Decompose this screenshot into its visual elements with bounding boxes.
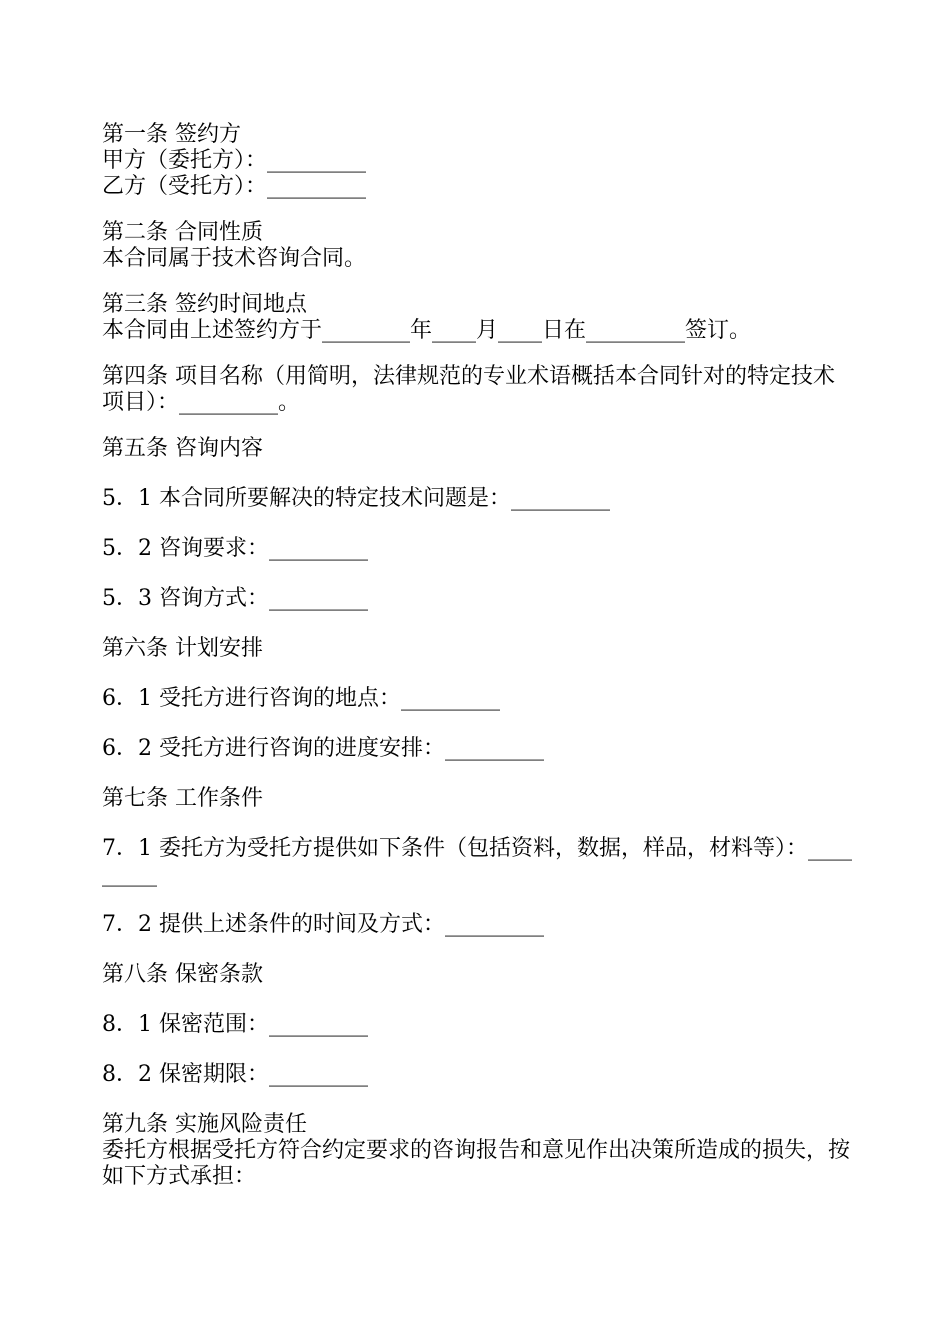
article-3-heading: 第三条 签约时间地点 [102,292,307,317]
article-1-heading: 第一条 签约方 [102,122,241,147]
party-b-line: 乙方（受托方）：_________ [102,174,367,199]
article-8-item-2: 8．2 保密期限：_________ [102,1062,368,1087]
article-9-heading: 第九条 实施风险责任 [102,1112,307,1137]
article-7-item-2: 7．2 提供上述条件的时间及方式：_________ [102,912,544,937]
article-5-item-3: 5．3 咨询方式：_________ [102,586,368,611]
article-2-heading: 第二条 合同性质 [102,220,263,245]
article-8-item-1: 8．1 保密范围：_________ [102,1012,368,1037]
contract-page [102,122,852,1190]
article-6-heading: 第六条 计划安排 [102,636,263,661]
article-3-text: 本合同由上述签约方于________年____月____日在_________签订。 [102,318,752,343]
article-6-item-2: 6．2 受托方进行咨询的进度安排：_________ [102,736,544,761]
party-a-line: 甲方（委托方）：_________ [102,148,367,173]
article-4-text: 第四条 项目名称（用简明，法律规范的专业术语概括本合同针对的特定技术项目）：_________。 [102,364,835,415]
article-5-heading: 第五条 咨询内容 [102,436,263,461]
article-5-item-2: 5．2 咨询要求：_________ [102,536,368,561]
article-5-item-1: 5．1 本合同所要解决的特定技术问题是：_________ [102,486,610,511]
article-7-item-1: 7．1 委托方为受托方提供如下条件（包括资料，数据，样品，材料等）：_________ [102,836,852,887]
article-2-text: 本合同属于技术咨询合同。 [102,246,367,271]
article-7-heading: 第七条 工作条件 [102,786,263,811]
article-8-heading: 第八条 保密条款 [102,962,263,987]
article-6-item-1: 6．1 受托方进行咨询的地点：_________ [102,686,500,711]
article-9-text: 委托方根据受托方符合约定要求的咨询报告和意见作出决策所造成的损失，按如下方式承担： [102,1138,851,1189]
